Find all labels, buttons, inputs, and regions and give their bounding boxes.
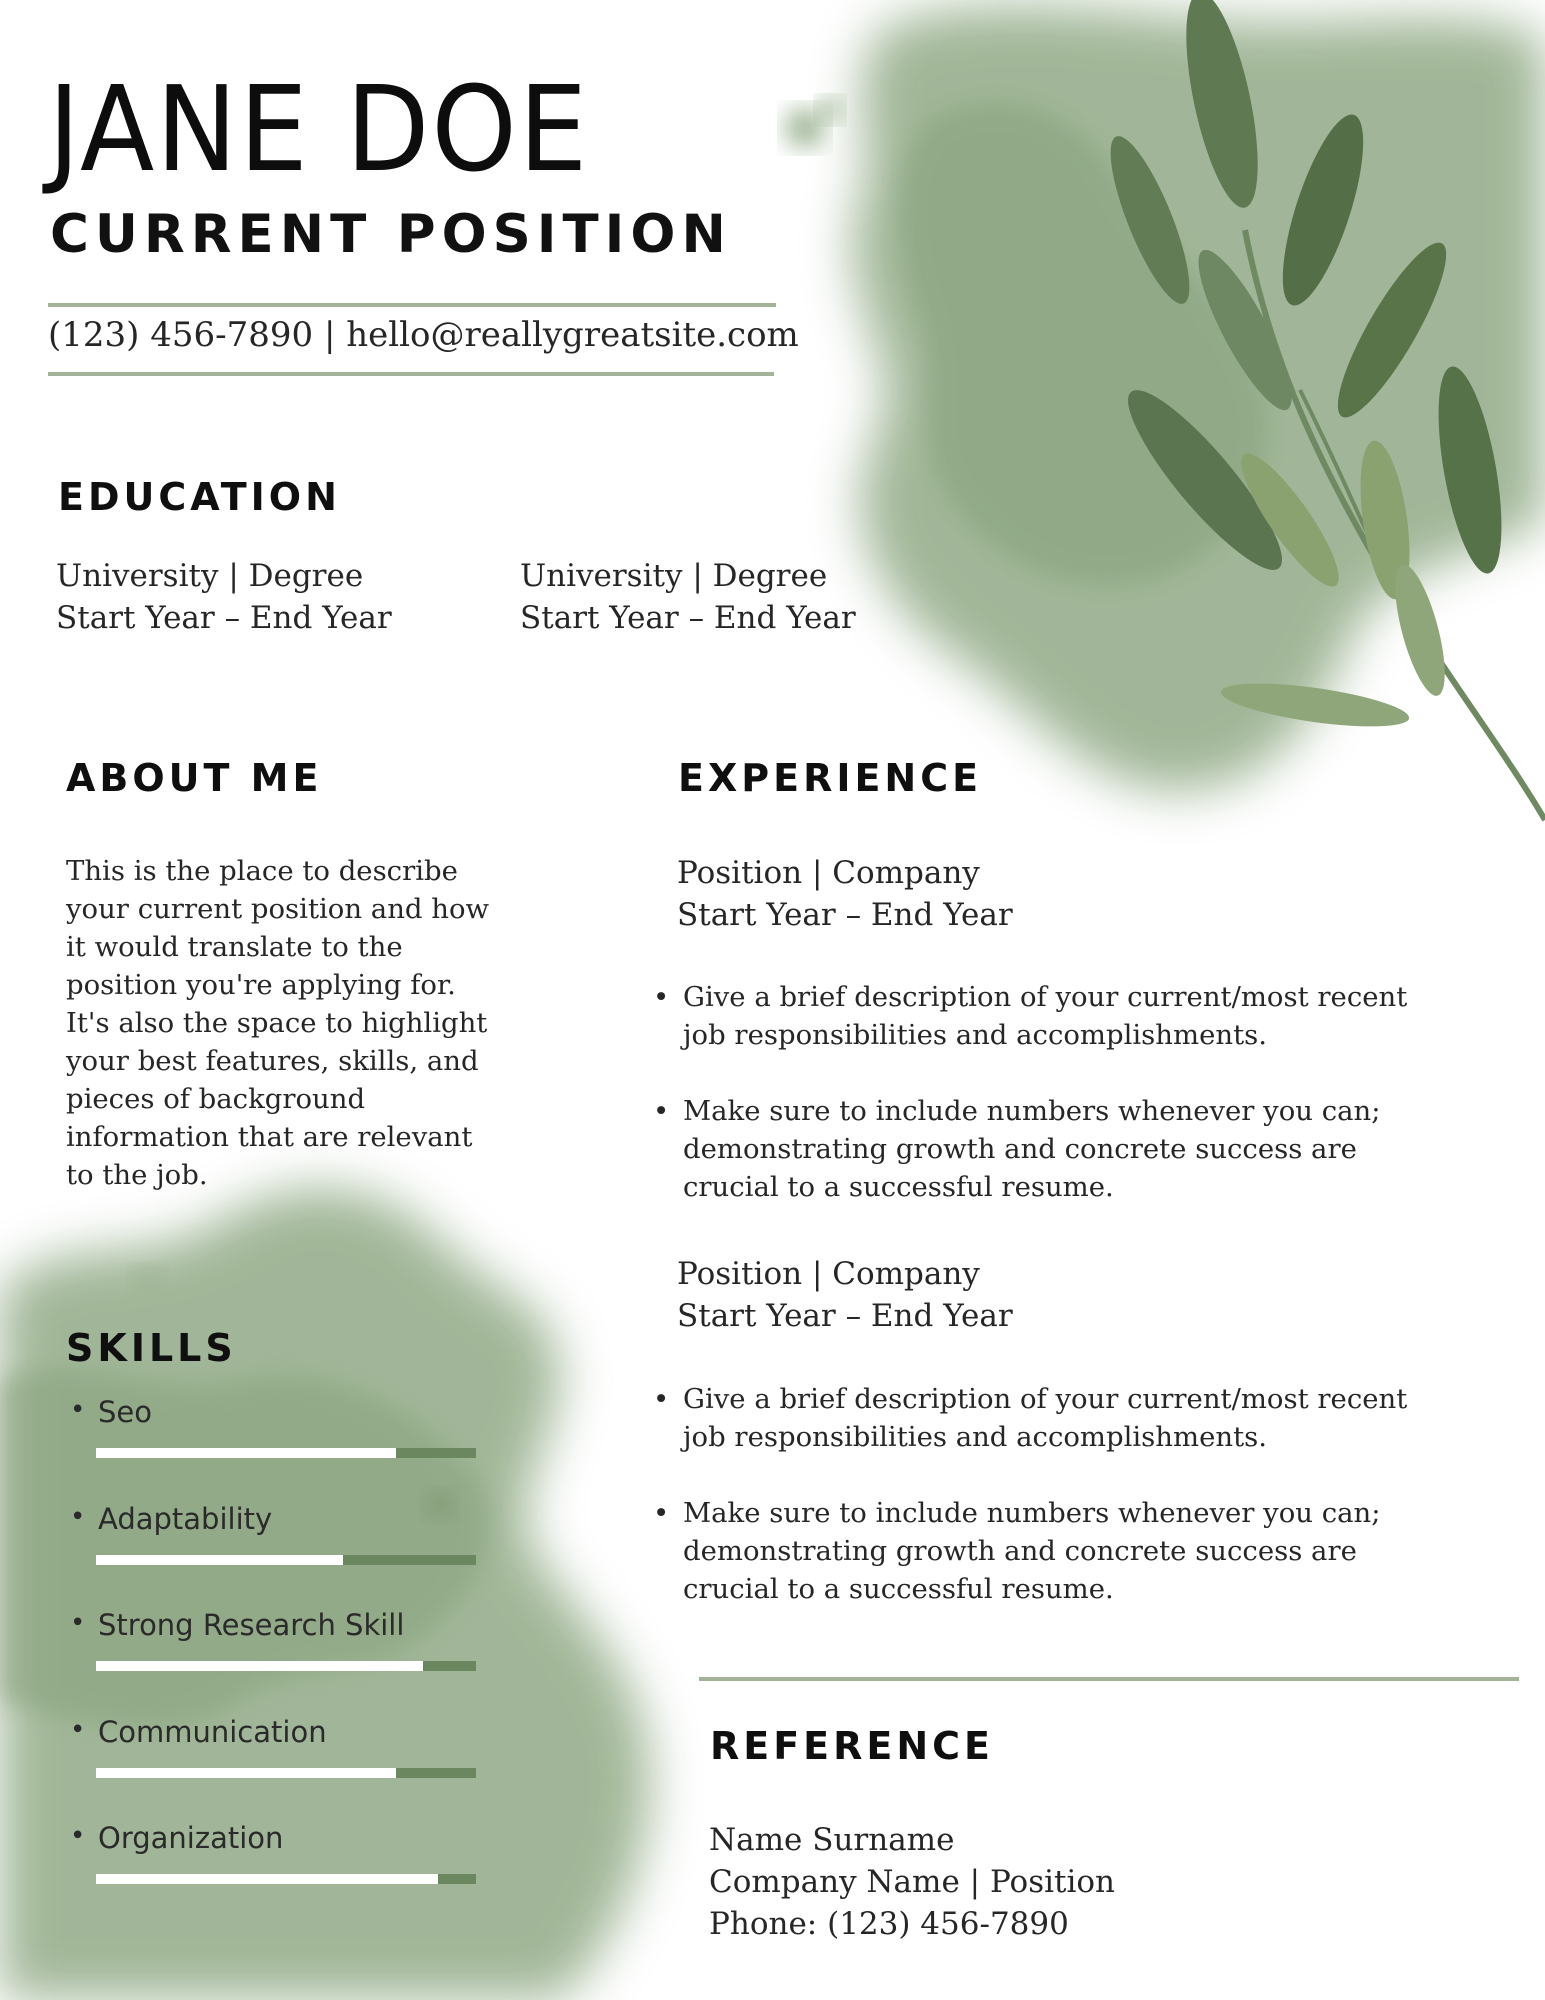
experience-bullet: • Give a brief description of your current/most recent job responsibilities and accomplishments. — [653, 978, 1413, 1054]
skill-level-remainder — [396, 1768, 476, 1778]
skill-level-bar — [96, 1874, 476, 1884]
reference-company: Company Name | Position — [709, 1864, 1116, 1900]
applicant-name: JANE DOE — [48, 60, 590, 198]
reference-rule — [699, 1677, 1519, 1681]
skills-heading: SKILLS — [66, 1326, 237, 1370]
experience-bullet: • Give a brief description of your current/most recent job responsibilities and accomplishments. — [653, 1380, 1413, 1456]
education-degree: University | Degree — [56, 558, 364, 594]
skill-label: Adaptability — [98, 1502, 273, 1536]
education-dates: Start Year – End Year — [56, 600, 392, 636]
reference-details — [709, 1819, 1115, 1945]
skill-level-fill — [96, 1448, 396, 1458]
experience-bullet: • Make sure to include numbers whenever you can; demonstrating growth and concrete success are crucial to a successful resume. — [653, 1494, 1413, 1608]
skill-level-remainder — [396, 1448, 476, 1458]
experience-position: Position | Company — [677, 1256, 980, 1292]
skill-level-bar — [96, 1555, 476, 1565]
skill-level-bar — [96, 1768, 476, 1778]
contact-line: (123) 456-7890 | hello@reallygreatsite.com — [48, 315, 799, 355]
experience-dates: Start Year – End Year — [677, 897, 1013, 933]
experience-dates: Start Year – End Year — [677, 1298, 1013, 1334]
skill-level-fill — [96, 1555, 343, 1565]
reference-name: Name Surname — [709, 1822, 955, 1858]
about-paragraph: This is the place to describe your current position and how it would translate to the position you're applying for. It's also the space to highlight your best features, skills, and pieces of background information that are relevant to the job. — [66, 855, 490, 1191]
skill-label: Seo — [98, 1395, 152, 1429]
about-heading: ABOUT ME — [66, 756, 323, 800]
experience-position: Position | Company — [677, 855, 980, 891]
skill-bullet-icon: • — [70, 1821, 86, 1851]
skill-level-fill — [96, 1874, 438, 1884]
skill-level-fill — [96, 1768, 396, 1778]
skill-bullet-icon: • — [70, 1608, 86, 1638]
contact-top-rule — [48, 303, 776, 307]
skill-level-bar — [96, 1661, 476, 1671]
experience-entry — [677, 1253, 1427, 1337]
skill-label: Strong Research Skill — [98, 1608, 405, 1642]
skill-bullet-icon: • — [70, 1715, 86, 1745]
skill-label: Organization — [98, 1821, 284, 1855]
reference-phone: Phone: (123) 456-7890 — [709, 1906, 1069, 1942]
skill-level-bar — [96, 1448, 476, 1458]
experience-bullet: • Make sure to include numbers whenever you can; demonstrating growth and concrete success are crucial to a successful resume. — [653, 1092, 1413, 1206]
education-dates: Start Year – End Year — [520, 600, 856, 636]
experience-bullets — [653, 978, 1413, 1206]
experience-bullets — [653, 1380, 1413, 1608]
education-degree: University | Degree — [520, 558, 828, 594]
skill-level-remainder — [343, 1555, 476, 1565]
skill-level-remainder — [438, 1874, 476, 1884]
education-entry — [56, 555, 392, 639]
skill-label: Communication — [98, 1715, 327, 1749]
skill-level-fill — [96, 1661, 423, 1671]
experience-entry — [677, 852, 1427, 936]
experience-heading: EXPERIENCE — [678, 756, 983, 800]
contact-bottom-rule — [48, 372, 774, 376]
skill-level-remainder — [423, 1661, 476, 1671]
education-entry — [520, 555, 856, 639]
current-position-title: CURRENT POSITION — [50, 204, 732, 265]
skill-bullet-icon: • — [70, 1395, 86, 1425]
skill-bullet-icon: • — [70, 1502, 86, 1532]
reference-heading: REFERENCE — [710, 1724, 995, 1768]
education-heading: EDUCATION — [58, 475, 341, 519]
